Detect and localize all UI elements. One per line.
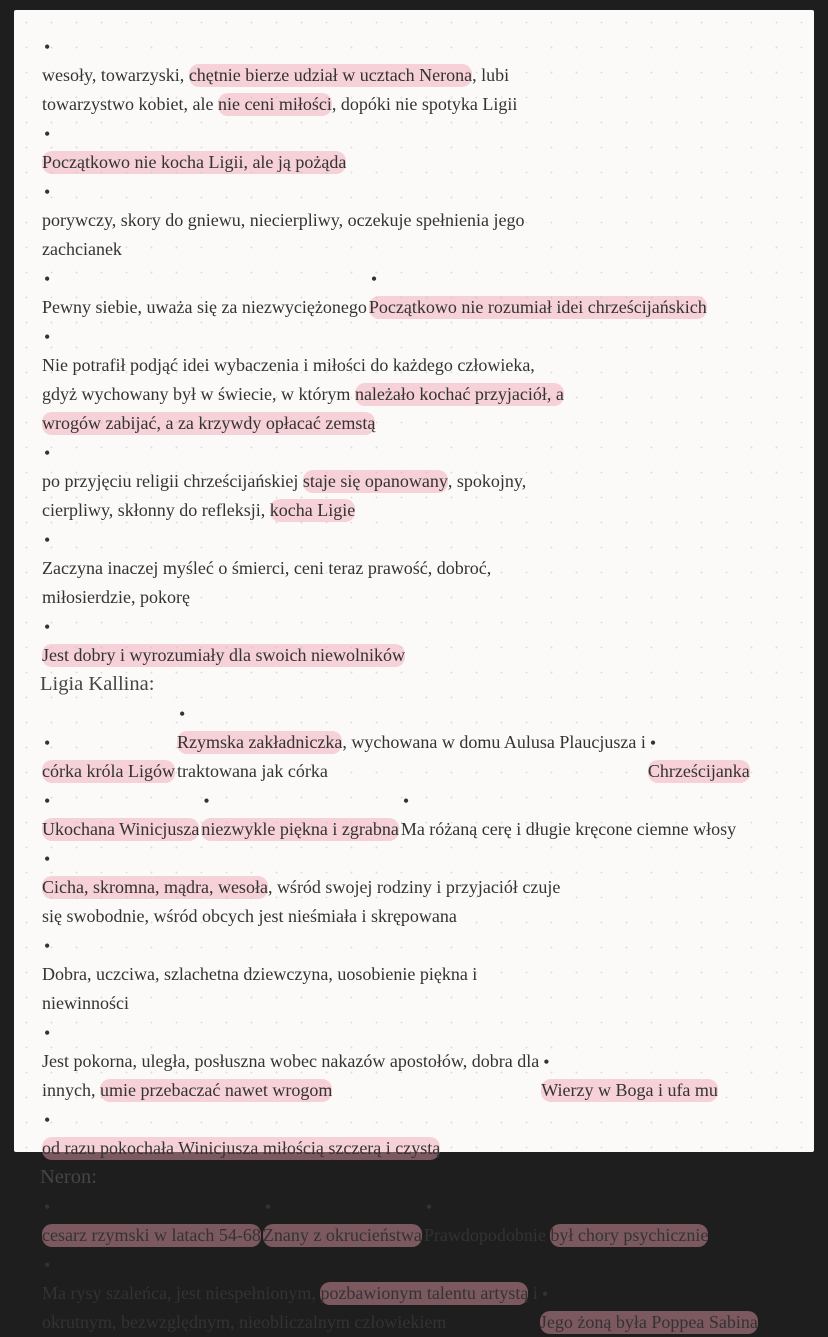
- item-text: [648, 757, 750, 786]
- bullet-icon: •: [44, 1109, 51, 1130]
- bullet-icon: •: [425, 1196, 433, 1217]
- highlighted-text: Początkowo nie kocha Ligii, ale ją pożąda: [42, 152, 347, 172]
- bullet-icon: •: [44, 732, 51, 753]
- item-text: [42, 1221, 261, 1250]
- list-item: [540, 1279, 758, 1337]
- text-line: [648, 757, 750, 786]
- text-segment: , wśród swojej rodziny i przyjaciół czuje: [267, 877, 561, 897]
- item-text: [42, 960, 477, 1018]
- bullet-icon: •: [402, 790, 410, 811]
- text-segment: niewinności: [42, 993, 129, 1013]
- bullet-column: [42, 32, 78, 61]
- highlighted-text: Cicha, skromna, mądra, wesoła: [42, 877, 268, 897]
- list-item: [201, 786, 398, 844]
- bullet-icon: •: [44, 181, 51, 202]
- text-segment: Ma różaną cerę i długie kręcone ciemne włosy: [400, 819, 737, 839]
- notes-list: [40, 32, 810, 1337]
- list-item: [424, 1192, 708, 1250]
- text-line: [42, 1134, 440, 1163]
- list-item: [42, 931, 477, 1018]
- item-text: [40, 1163, 810, 1192]
- item-text: [177, 728, 646, 786]
- text-segment: towarzystwo kobiet, ale: [42, 94, 218, 114]
- text-line: [42, 409, 564, 438]
- text-line: [42, 1221, 261, 1250]
- highlighted-text: córka króla Ligów: [42, 761, 175, 781]
- item-text: [540, 1308, 758, 1337]
- bullet-icon: •: [44, 268, 51, 289]
- list-item: [42, 322, 564, 438]
- text-line: [42, 583, 491, 612]
- highlighted-text: Chrześcijanka: [647, 761, 750, 781]
- highlighted-text: chętnie bierze udział w ucztach Nerona: [188, 65, 473, 85]
- highlighted-text: Wierzy w Boga i ufa mu: [541, 1080, 718, 1100]
- text-line: [42, 90, 517, 119]
- bullet-column: [42, 1250, 78, 1279]
- item-text: [424, 1221, 708, 1250]
- bullet-icon: •: [44, 1022, 51, 1043]
- text-line: [263, 1221, 422, 1250]
- bullet-column: [42, 177, 78, 206]
- item-text: [42, 206, 525, 264]
- bullet-icon: •: [44, 326, 51, 347]
- text-segment: porywczy, skory do gniewu, niecierpliwy, oczekuje spełnienia jego: [42, 210, 525, 230]
- bullet-icon: •: [543, 1051, 550, 1072]
- text-segment: cierpliwy, skłonny do refleksji,: [42, 500, 270, 520]
- bullet-icon: •: [44, 848, 51, 869]
- highlighted-text: Ukochana Winicjusza: [42, 819, 200, 839]
- highlighted-text: Jest dobry i wyrozumiały dla swoich niewolników: [42, 645, 405, 665]
- item-text: [369, 293, 707, 322]
- text-line: [42, 1047, 539, 1076]
- list-item: [42, 177, 525, 264]
- text-line: [42, 1076, 539, 1105]
- list-item: [541, 1047, 718, 1105]
- list-item: [42, 438, 526, 525]
- bullet-column: [541, 1047, 577, 1076]
- bullet-column: [42, 322, 78, 351]
- item-text: [42, 467, 526, 525]
- text-line: [42, 757, 175, 786]
- document-page: [14, 10, 814, 1332]
- bullet-icon: •: [44, 935, 51, 956]
- highlighted-text: cesarz rzymski w latach 54-68: [42, 1225, 261, 1245]
- highlighted-text: kocha Ligie: [269, 500, 356, 520]
- highlighted-text: wrogów zabijać, a za krzywdy opłacać zemstą: [42, 413, 376, 433]
- bullet-column: [540, 1279, 576, 1308]
- section-heading: [40, 670, 810, 699]
- text-segment: , dopóki nie spotyka Ligii: [331, 94, 518, 114]
- text-line: [177, 757, 646, 786]
- bullet-column: [42, 1018, 78, 1047]
- list-item: [42, 1192, 261, 1250]
- bullet-column: [177, 699, 213, 728]
- bullet-column: [42, 525, 78, 554]
- item-text: [42, 873, 560, 931]
- item-text: [541, 1076, 718, 1105]
- item-text: [42, 757, 175, 786]
- highlighted-text: Początkowo nie rozumiał idei chrześcijańskich: [368, 297, 707, 317]
- text-segment: , spokojny,: [447, 471, 527, 491]
- list-item: [42, 728, 175, 786]
- bullet-icon: •: [44, 1196, 51, 1217]
- text-segment: okrutnym, bezwzględnym, nieobliczalnym człowiekiem: [42, 1312, 447, 1332]
- bullet-icon: •: [649, 732, 657, 753]
- bullet-column: [42, 1192, 78, 1221]
- text-segment: zachcianek: [42, 239, 122, 259]
- bullet-icon: •: [44, 1254, 51, 1275]
- list-item: [263, 1192, 422, 1250]
- list-item: [177, 699, 646, 786]
- bullet-icon: •: [44, 442, 51, 463]
- bullet-column: [42, 931, 78, 960]
- highlighted-text: pozbawionym talentu artystą: [320, 1283, 529, 1303]
- list-item: [42, 612, 405, 670]
- text-line: [42, 960, 477, 989]
- list-item: [42, 1250, 538, 1337]
- highlighted-text: nie ceni miłości: [217, 94, 332, 114]
- bullet-icon: •: [44, 616, 51, 637]
- text-line: [42, 206, 525, 235]
- bullet-icon: •: [44, 529, 51, 550]
- item-text: [201, 815, 398, 844]
- item-text: [42, 815, 199, 844]
- text-line: [540, 1308, 758, 1337]
- text-line: [40, 1163, 810, 1192]
- bullet-column: [648, 728, 684, 757]
- highlighted-text: umie przebaczać nawet wrogom: [100, 1080, 333, 1100]
- text-segment: , lubi: [472, 65, 510, 85]
- text-line: [42, 61, 517, 90]
- bullet-column: [42, 119, 78, 148]
- bullet-icon: •: [541, 1283, 549, 1304]
- text-line: [40, 670, 810, 699]
- list-item: [401, 786, 736, 844]
- highlighted-text: Rzymska zakładniczka: [176, 732, 343, 752]
- bullet-column: [42, 728, 78, 757]
- bullet-column: [42, 786, 78, 815]
- highlighted-text: staje się opanowany: [302, 471, 448, 491]
- text-line: [42, 293, 367, 322]
- text-segment: gdyż wychowany był w świecie, w którym: [42, 384, 355, 404]
- bullet-column: [42, 438, 78, 467]
- item-text: [42, 641, 405, 670]
- text-line: [42, 902, 560, 931]
- text-segment: Zaczyna inaczej myśleć o śmierci, ceni teraz prawość, dobroć,: [42, 558, 492, 578]
- text-segment: , wychowana w domu Aulusa Plaucjusza i: [342, 732, 646, 752]
- text-segment: Jest pokorna, uległa, posłuszna wobec nakazów apostołów, dobra dla: [42, 1051, 540, 1071]
- text-line: [201, 815, 398, 844]
- text-line: [42, 1308, 538, 1337]
- bullet-icon: •: [203, 790, 210, 811]
- text-line: [42, 380, 564, 409]
- bullet-column: [42, 1105, 78, 1134]
- bullet-icon: •: [370, 268, 378, 289]
- text-segment: Ligia Kallina:: [40, 673, 155, 695]
- bullet-icon: •: [178, 703, 186, 724]
- text-segment: Neron:: [40, 1166, 97, 1188]
- item-text: [401, 815, 736, 844]
- highlighted-text: Znany z okrucieństwa: [262, 1225, 422, 1245]
- text-line: [42, 873, 560, 902]
- text-line: [177, 728, 646, 757]
- section-heading: [40, 1163, 810, 1192]
- text-segment: Ma rysy szaleńca, jest niespełnionym,: [42, 1283, 321, 1303]
- bullet-icon: •: [264, 1196, 272, 1217]
- text-line: [42, 989, 477, 1018]
- item-text: [42, 1279, 538, 1337]
- text-line: [42, 1279, 538, 1308]
- list-item: [648, 728, 750, 786]
- text-segment: Prawdopodobnie: [423, 1225, 551, 1245]
- bullet-icon: •: [44, 36, 51, 57]
- text-line: [42, 496, 526, 525]
- text-line: [424, 1221, 708, 1250]
- list-item: [42, 119, 346, 177]
- list-item: [42, 264, 367, 322]
- bullet-column: [401, 786, 437, 815]
- item-text: [42, 554, 491, 612]
- text-segment: się swobodnie, wśród obcych jest nieśmiała i skrępowana: [42, 906, 457, 926]
- list-item: [42, 525, 491, 612]
- text-segment: miłosierdzie, pokorę: [42, 587, 190, 607]
- text-segment: po przyjęciu religii chrześcijańskiej: [42, 471, 303, 491]
- highlighted-text: niezwykle piękna i zgrabna: [201, 819, 399, 839]
- bullet-column: [42, 264, 78, 293]
- item-text: [42, 61, 517, 119]
- highlighted-text: był chory psychicznie: [550, 1225, 709, 1245]
- item-text: [42, 351, 564, 438]
- text-segment: Dobra, uczciwa, szlachetna dziewczyna, uosobienie piękna i: [42, 964, 478, 984]
- bullet-column: [42, 612, 78, 641]
- text-segment: innych,: [42, 1080, 100, 1100]
- item-text: [40, 670, 810, 699]
- text-line: [369, 293, 707, 322]
- text-line: [42, 235, 525, 264]
- highlighted-text: Jego żoną była Poppea Sabina: [539, 1312, 758, 1332]
- item-text: [42, 293, 367, 322]
- list-item: [42, 844, 560, 931]
- text-segment: i: [528, 1283, 538, 1303]
- list-item: [42, 1105, 440, 1163]
- item-text: [42, 1134, 440, 1163]
- text-segment: wesoły, towarzyski,: [42, 65, 189, 85]
- text-segment: Nie potrafił podjąć idei wybaczenia i miłości do każdego człowieka,: [42, 355, 535, 375]
- text-line: [401, 815, 736, 844]
- item-text: [42, 148, 346, 177]
- highlighted-text: należało kochać przyjaciół, a: [354, 384, 564, 404]
- list-item: [42, 786, 199, 844]
- list-item: [42, 32, 517, 119]
- list-item: [42, 1018, 539, 1105]
- highlighted-text: od razu pokochała Winicjusza miłością szczerą i czystą: [42, 1138, 441, 1158]
- text-line: [42, 554, 491, 583]
- bullet-column: [369, 264, 405, 293]
- text-line: [541, 1076, 718, 1105]
- bullet-column: [42, 844, 78, 873]
- bullet-column: [201, 786, 237, 815]
- text-line: [42, 148, 346, 177]
- text-line: [42, 815, 199, 844]
- item-text: [42, 1047, 539, 1105]
- text-segment: Pewny siebie, uważa się za niezwyciężonego: [42, 297, 367, 317]
- item-text: [263, 1221, 422, 1250]
- text-line: [42, 351, 564, 380]
- bullet-icon: •: [44, 790, 51, 811]
- text-line: [42, 467, 526, 496]
- text-segment: traktowana jak córka: [176, 761, 328, 781]
- list-item: [369, 264, 707, 322]
- text-line: [42, 641, 405, 670]
- bullet-column: [424, 1192, 460, 1221]
- bullet-icon: •: [44, 123, 51, 144]
- bullet-column: [263, 1192, 299, 1221]
